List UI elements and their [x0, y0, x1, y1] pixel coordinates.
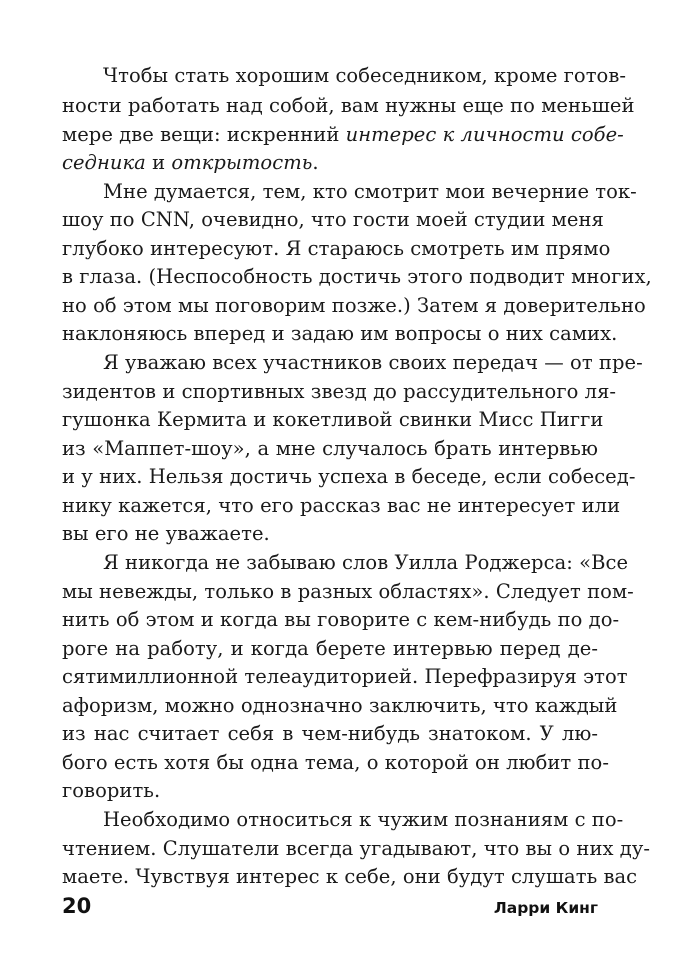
page-number: 20 [62, 894, 92, 918]
text-line: гушонка Кермита и кокетливой свинки Мисс Пигги [62, 408, 604, 431]
text-line: ности работать над собой, вам нужны еще по меньшей [62, 94, 635, 117]
text-line [62, 149, 598, 177]
text-line: бого есть хотя бы одна тема, о которой он любит по- [62, 751, 609, 774]
text-line: глубоко интересуют. Я стараюсь смотреть им прямо [62, 237, 611, 260]
text-line: в глаза. (Неспособность достичь этого подводит многих, [62, 265, 652, 288]
text-line: Я никогда не забываю слов Уилла Роджерса: «Все [103, 551, 629, 574]
italic-run: интерес к личности собе- [345, 123, 624, 146]
text-line: мы невежды, только в разных областях». Следует пом- [62, 580, 634, 603]
italic-run: седника [62, 151, 146, 174]
text-line: зидентов и спортивных звезд до рассудительного ля- [62, 380, 617, 403]
text-line: Я уважаю всех участников своих передач — от пре- [103, 351, 643, 374]
text-line: маете. Чувствуя интерес к себе, они будут слушать вас [62, 865, 638, 888]
text-run: мере две вещи: искренний [62, 123, 346, 146]
text-line: Чтобы стать хорошим собеседником, кроме готов- [103, 64, 627, 87]
text-line: наклоняюсь вперед и задаю им вопросы о них самих. [62, 322, 618, 345]
italic-run: открытость [171, 151, 313, 174]
text-line: вы его не уважаете. [62, 522, 270, 545]
text-line: и у них. Нельзя достичь успеха в беседе, если собесед- [62, 465, 636, 488]
text-line: Необходимо относиться к чужим познаниям с по- [103, 808, 624, 831]
text-line [62, 121, 624, 149]
text-line: нику кажется, что его рассказ вас не интересует или [62, 494, 621, 517]
text-line: Мне думается, тем, кто смотрит мои вечерние ток- [103, 180, 637, 203]
text-line: говорить. [62, 779, 161, 802]
text-line: из нас считает себя в чем-нибудь знатоком. У лю- [62, 722, 598, 745]
text-run: . [312, 151, 319, 174]
text-line: роге на работу, и когда берете интервью перед де- [62, 637, 598, 660]
text-line: но об этом мы поговорим позже.) Затем я доверительно [62, 294, 646, 317]
text-line: шоу по CNN, очевидно, что гости моей студии меня [62, 208, 604, 231]
text-line: чтением. Слушатели всегда угадывают, что вы о них ду- [62, 837, 651, 860]
text-line: нить об этом и когда вы говорите с кем-нибудь по до- [62, 608, 620, 631]
text-line: афоризм, можно однозначно заключить, что каждый [62, 694, 618, 717]
text-line: сятимиллионной телеаудиторией. Перефразируя этот [62, 665, 628, 688]
running-author: Ларри Кинг [493, 899, 598, 917]
text-line: из «Маппет-шоу», а мне случалось брать интервью [62, 437, 598, 460]
text-run: и [145, 151, 172, 174]
